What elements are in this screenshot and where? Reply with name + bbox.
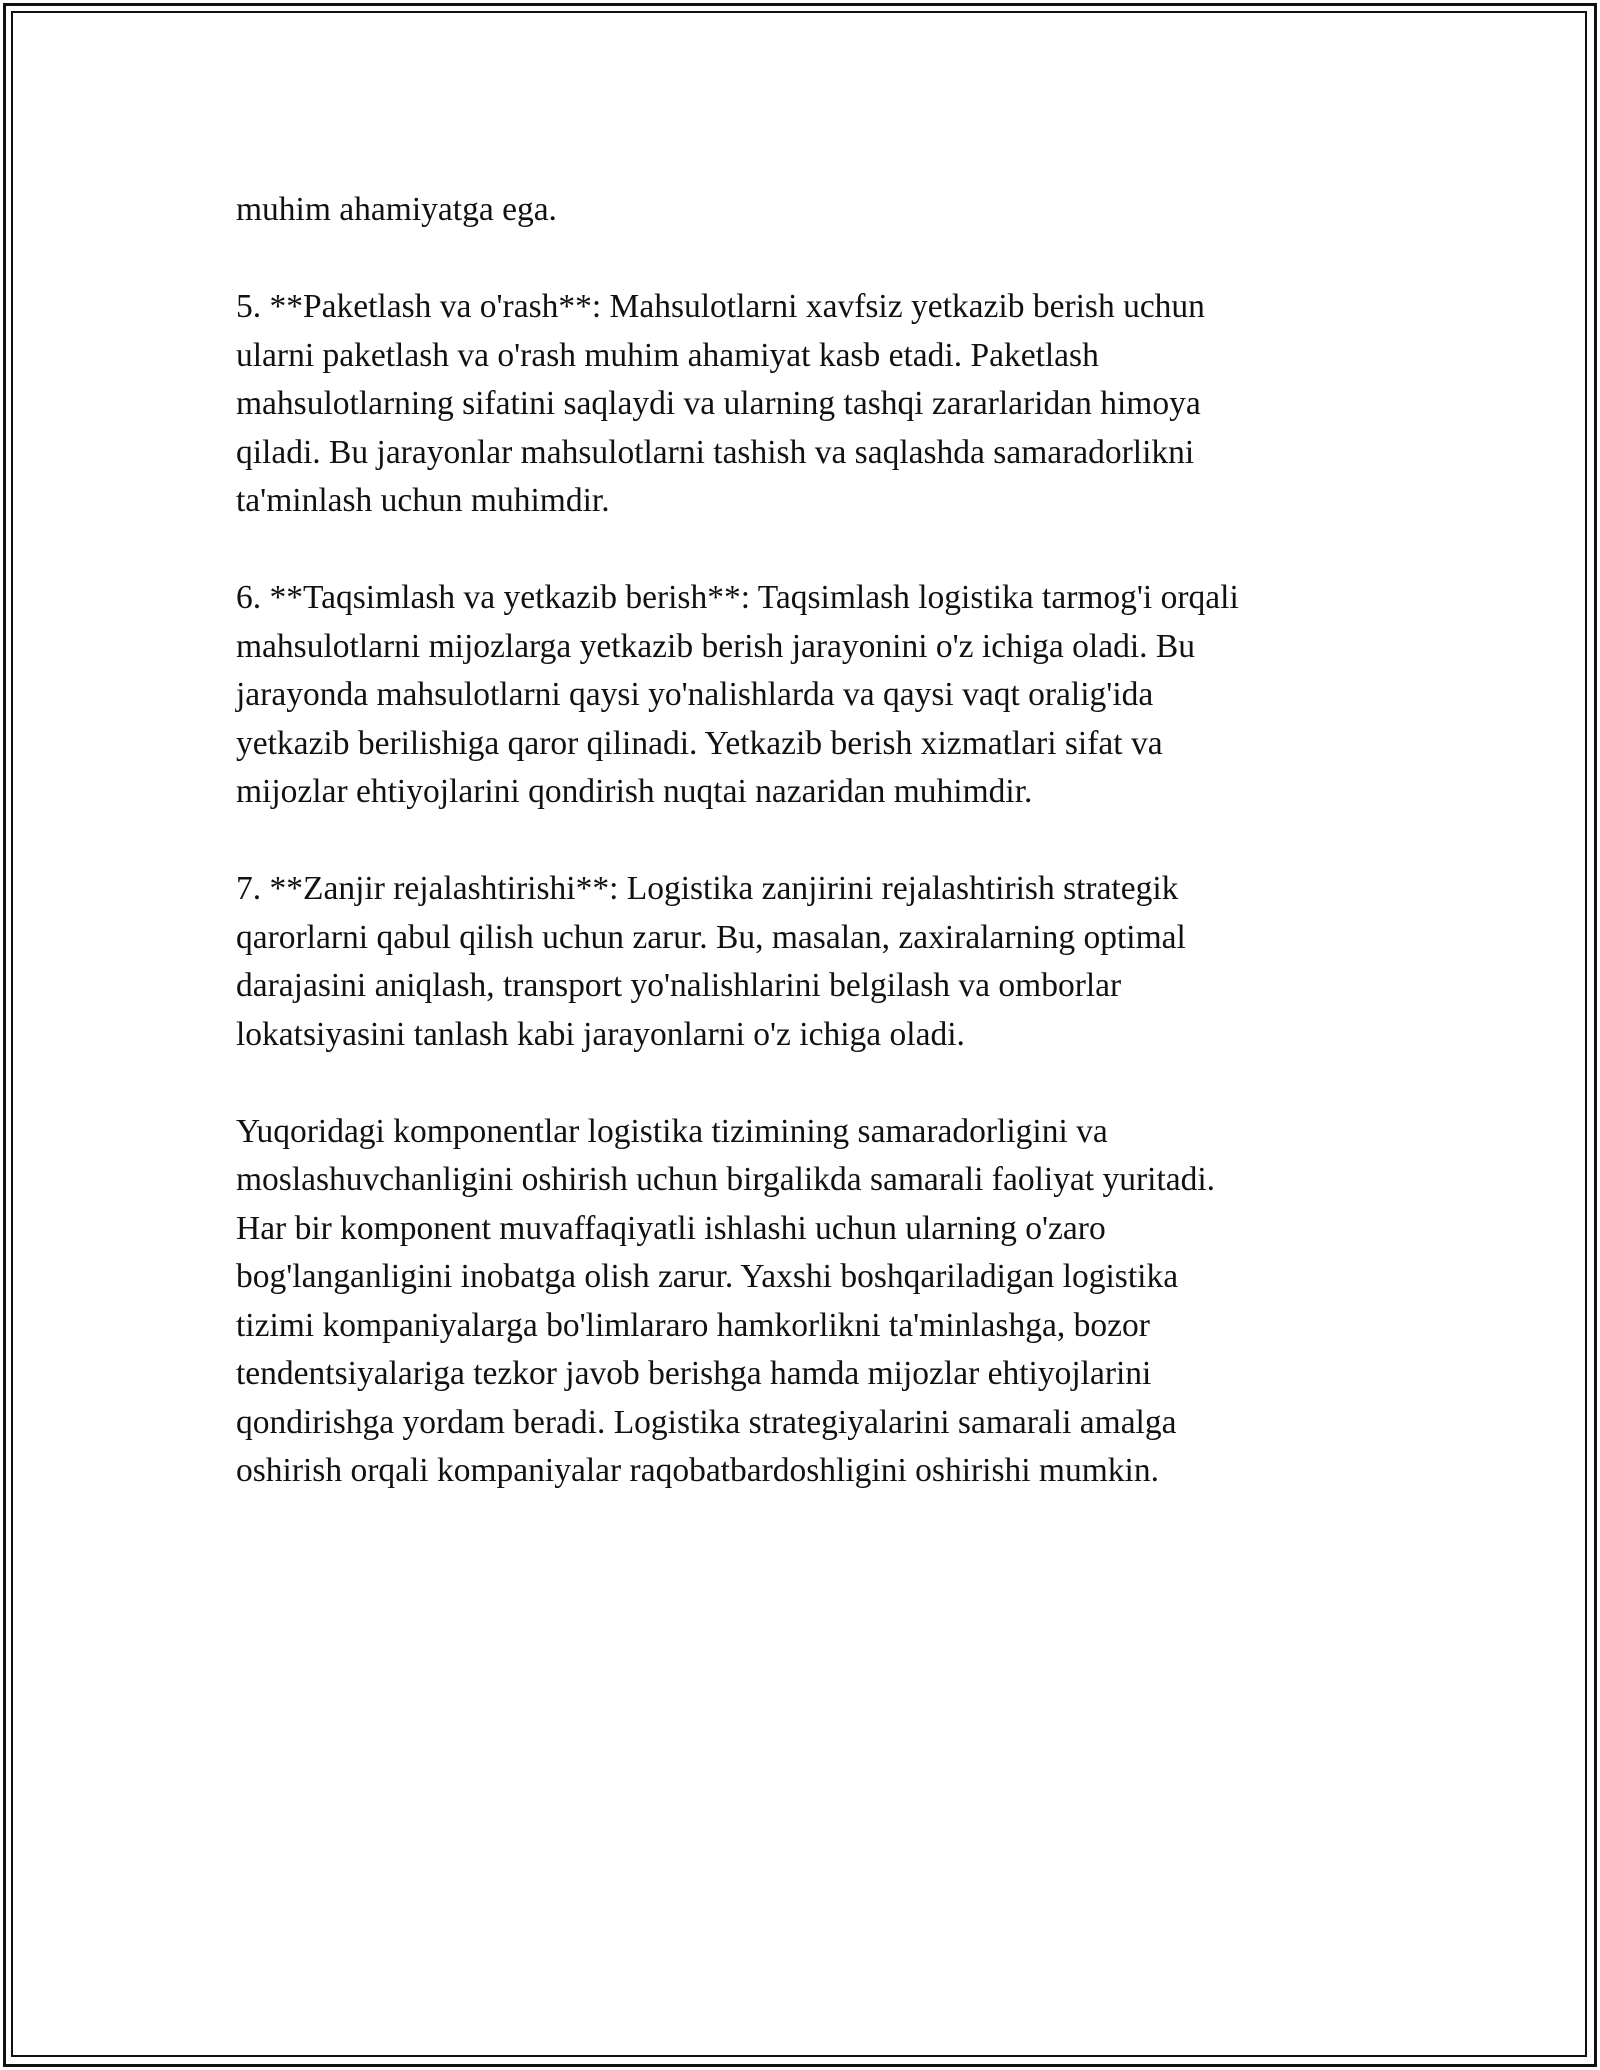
paragraph-conclusion: Yuqoridagi komponentlar logistika tizimining samaradorligini va moslashuvchanligini oshirish uchun birgalikda samarali faoliyat yuritadi. Har bir komponent muvaffaqiyatli ishlashi uchun ularning o'zaro bog'langanligini inobatga olish zarur. Yaxshi boshqariladigan logistika tizimi kompaniyalarga bo'limlararo hamkorlikni ta'minlashga, bozor tendentsiyalariga tezkor javob berishga hamda mijozlar ehtiyojlarini qondirishga yordam beradi. Logistika strategiyalarini samarali amalga oshirish orqali kompaniyalar raqobatbardoshligini oshirishi mumkin. (236, 1112, 1216, 1489)
document-body (236, 186, 1366, 1544)
paragraph-item-6-distribution: 6. **Taqsimlash va yetkazib berish**: Taqsimlash logistika tarmog'i orqali mahsulotlarni mijozlarga yetkazib berish jarayonini o'z ichiga oladi. Bu jarayonda mahsulotlarni qaysi yo'nalishlarda va qaysi vaqt oralig'ida yetkazib berilishiga qaror qilinadi. Yetkazib berish xizmatlari sifat va mijozlar ehtiyojlarini qondirish nuqtai nazaridan muhimdir. (236, 579, 1239, 810)
paragraph-item-7-chain-planning: 7. **Zanjir rejalashtirishi**: Logistika zanjirini rejalashtirish strategik qarorlarni qabul qilish uchun zarur. Bu, masalan, zaxiralarning optimal darajasini aniqlash, transport yo'nalishlarini belgilash va omborlar lokatsiyasini tanlash kabi jarayonlarni o'z ichiga oladi. (236, 870, 1186, 1053)
paragraph-item-5-packaging: 5. **Paketlash va o'rash**: Mahsulotlarni xavfsiz yetkazib berish uchun ularni paketlash va o'rash muhim ahamiyat kasb etadi. Paketlash mahsulotlarning sifatini saqlaydi va ularning tashqi zararlaridan himoya qiladi. Bu jarayonlar mahsulotlarni tashish va saqlashda samaradorlikni ta'minlash uchun muhimdir. (236, 288, 1205, 519)
paragraph-continuation: muhim ahamiyatga ega. (236, 191, 557, 228)
